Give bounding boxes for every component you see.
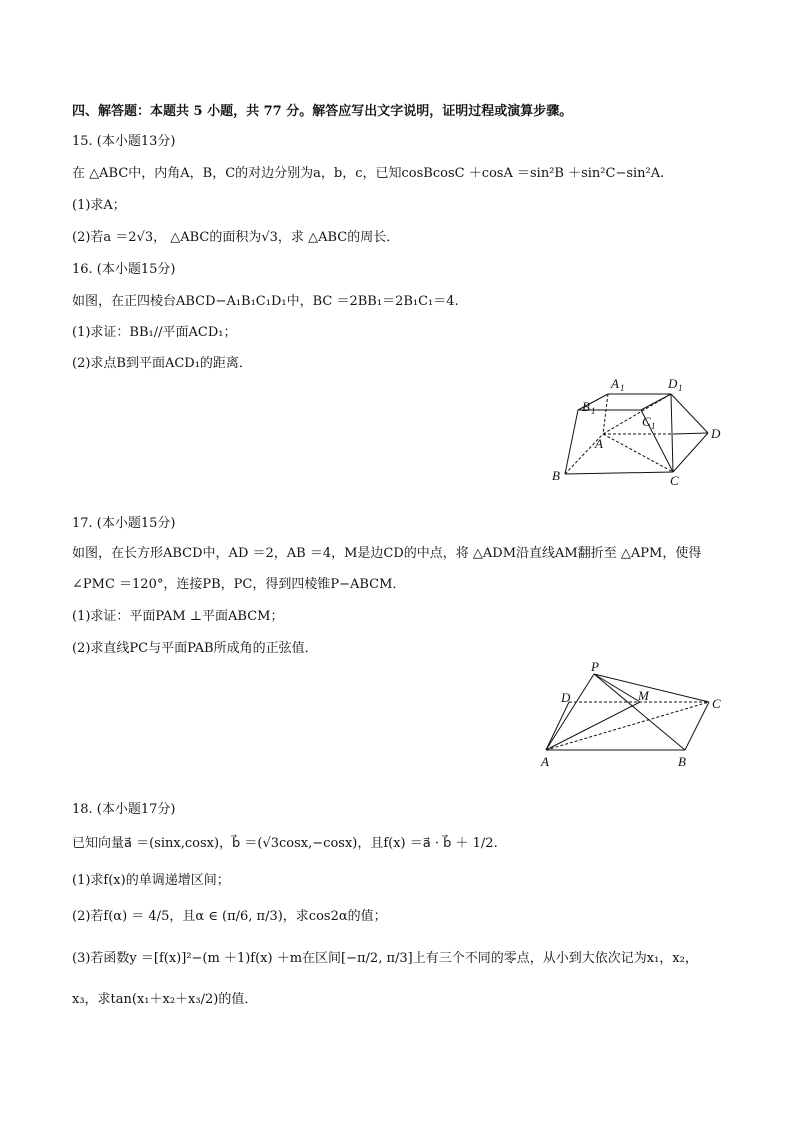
label-B1-sub: 1 <box>591 406 596 416</box>
q15-heading: 15. (本小题13分) <box>72 134 176 149</box>
q18-part3-a: (3)若函数y ＝[f(x)]²−(m ＋1)f(x) ＋m在区间[−π/2, π/3]上有三个不同的零点，从小到大依次记为x₁，x₂， <box>72 951 698 966</box>
q15-stem: 在 △ABC中，内角A，B，C的对边分别为a，b，c，已知cosBcosC ＋cosA ＝sin²B ＋sin²C−sin²A. <box>72 166 665 181</box>
q16-part2: (2)求点B到平面ACD₁的距离． <box>72 356 252 371</box>
label-M: M <box>638 688 649 703</box>
label-B1: B <box>582 399 590 414</box>
q18-part1: (1)求f(x)的单调递增区间； <box>72 873 230 888</box>
label-P: P <box>591 659 599 674</box>
q17-part1: (1)求证：平面PAM ⊥平面ABCM； <box>72 609 284 624</box>
label-C1: C <box>642 414 651 429</box>
q16-stem: 如图，在正四棱台ABCD−A₁B₁C₁D₁中，BC ＝2BB₁＝2B₁C₁＝4. <box>72 294 459 309</box>
q15-part1: (1)求A； <box>72 198 126 213</box>
frustum-figure <box>545 372 735 487</box>
q15-part2: (2)若a ＝2√3， △ABC的面积为√3，求 △ABC的周长． <box>72 230 400 245</box>
label-C: C <box>712 696 721 711</box>
label-D: D <box>711 426 721 441</box>
section-header: 四、解答题：本题共 5 小题，共 77 分。解答应写出文字说明，证明过程或演算步骤。 <box>72 104 573 119</box>
label-B: B <box>552 468 560 483</box>
q18-part3-b: x₃，求tan(x₁＋x₂＋x₃/2)的值． <box>72 992 258 1007</box>
label-D1: D <box>668 376 678 391</box>
label-C: C <box>670 473 679 487</box>
q16-part1: (1)求证：BB₁//平面ACD₁； <box>72 325 237 340</box>
q17-stem-2: ∠PMC ＝120°，连接PB，PC，得到四棱锥P−ABCM． <box>72 577 406 592</box>
q18-stem: 已知向量a⃗ ＝(sinx,cosx)，b⃗ ＝(√3cosx,−cosx)，且f(x) ＝a⃗ · b⃗ ＋ 1/2. <box>72 836 498 851</box>
pyramid-figure <box>535 658 735 773</box>
label-A: A <box>541 754 549 769</box>
label-A: A <box>595 436 603 451</box>
q17-stem-1: 如图，在长方形ABCD中，AD ＝2，AB ＝4，M是边CD的中点，将 △ADM沿直线AM翻折至 △APM，使得 <box>72 546 702 561</box>
q17-heading: 17. (本小题15分) <box>72 516 176 531</box>
q18-part2: (2)若f(α) ＝ 4/5，且α ∈ (π/6, π/3)，求cos2α的值； <box>72 909 387 924</box>
q17-part2: (2)求直线PC与平面PAB所成角的正弦值． <box>72 641 318 656</box>
label-B: B <box>678 754 686 769</box>
label-D: D <box>561 690 571 705</box>
q16-heading: 16. (本小题15分) <box>72 262 176 277</box>
label-C1-sub: 1 <box>651 421 656 431</box>
label-D1-sub: 1 <box>678 383 683 393</box>
label-A1-sub: 1 <box>620 383 625 393</box>
q18-heading: 18. (本小题17分) <box>72 802 176 817</box>
label-A1: A <box>611 376 619 391</box>
